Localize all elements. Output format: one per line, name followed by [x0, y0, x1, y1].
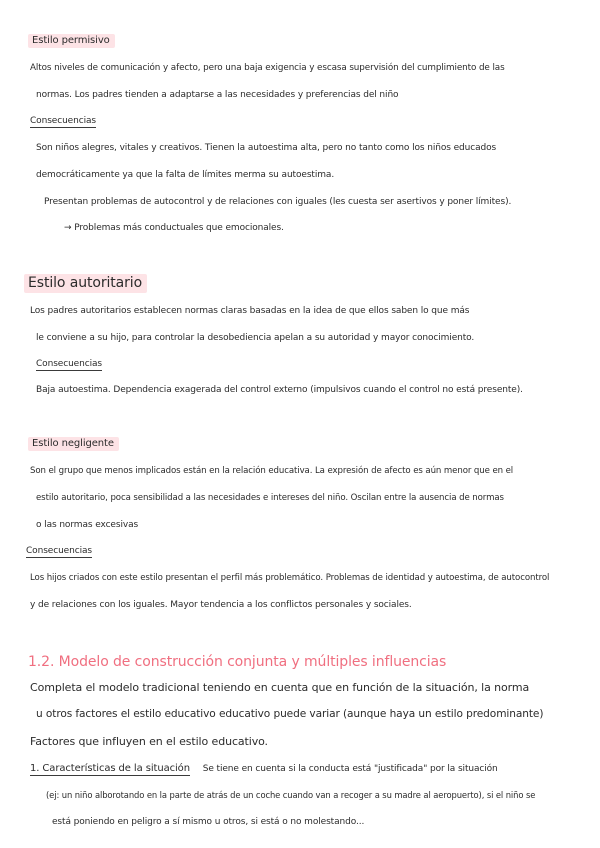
section-title-autoritario: Estilo autoritario [24, 275, 147, 291]
factor-line [30, 763, 498, 775]
paragraph-line: Factores que influyen en el estilo educativo. [30, 735, 268, 748]
paragraph-line: Los hijos criados con este estilo presentan el perfil más problemático. Problemas de identidad y autoestima, de autocontrol [30, 573, 550, 583]
section-title-negligente: Estilo negligente [28, 438, 119, 449]
paragraph-line: o las normas excesivas [36, 520, 139, 530]
factor-title: 1. Características de la situación [30, 763, 190, 774]
paragraph-line: democráticamente ya que la falta de límites merma su autoestima. [36, 170, 335, 180]
paragraph-line: u otros factores el estilo educativo educativo puede variar (aunque haya un estilo predominante) [36, 708, 544, 720]
paragraph-line: Altos niveles de comunicación y afecto, pero una baja exigencia y escasa supervisión del cumplimiento de las [30, 63, 505, 73]
paragraph-line: (ej: un niño alborotando en la parte de atrás de un coche cuando van a recoger a su madre al aeropuerto), si el niño se [46, 790, 536, 800]
paragraph-line: estilo autoritario, poca sensibilidad a las necesidades e intereses del niño. Oscilan entre la ausencia de normas [36, 493, 504, 503]
section-title-permisivo: Estilo permisivo [28, 35, 115, 46]
section-title-modelo: 1.2. Modelo de construcción conjunta y múltiples influencias [28, 654, 447, 670]
paragraph-line: normas. Los padres tienden a adaptarse a las necesidades y preferencias del niño [36, 90, 399, 100]
paragraph-line: Son el grupo que menos implicados están en la relación educativa. La expresión de afecto es aún menor que en el [30, 466, 514, 476]
paragraph-line: Baja autoestima. Dependencia exagerada del control externo (impulsivos cuando el control no está presente). [36, 385, 523, 395]
paragraph-line: está poniendo en peligro a sí mismo u otros, si está o no molestando... [52, 817, 365, 827]
paragraph-line: Los padres autoritarios establecen normas claras basadas en la idea de que ellos saben lo que más [30, 306, 470, 316]
paragraph-line: le conviene a su hijo, para controlar la desobediencia apelan a su autoridad y mayor conocimiento. [36, 333, 475, 343]
paragraph-line: Presentan problemas de autocontrol y de relaciones con iguales (les cuesta ser asertivos y poner límites). [44, 197, 512, 207]
paragraph-line: y de relaciones con los iguales. Mayor tendencia a los conflictos personales y sociales. [30, 600, 412, 610]
consequences-title: Consecuencias [30, 116, 96, 126]
factor-text: Se tiene en cuenta si la conducta está "justificada" por la situación [202, 764, 498, 774]
bullet-line: → Problemas más conductuales que emocionales. [64, 223, 284, 233]
consequences-title: Consecuencias [36, 359, 102, 369]
paragraph-line: Son niños alegres, vitales y creativos. Tienen la autoestima alta, pero no tanto como los niños educados [36, 143, 497, 153]
paragraph-line: Completa el modelo tradicional teniendo en cuenta que en función de la situación, la norma [30, 681, 530, 694]
consequences-title: Consecuencias [26, 546, 92, 556]
